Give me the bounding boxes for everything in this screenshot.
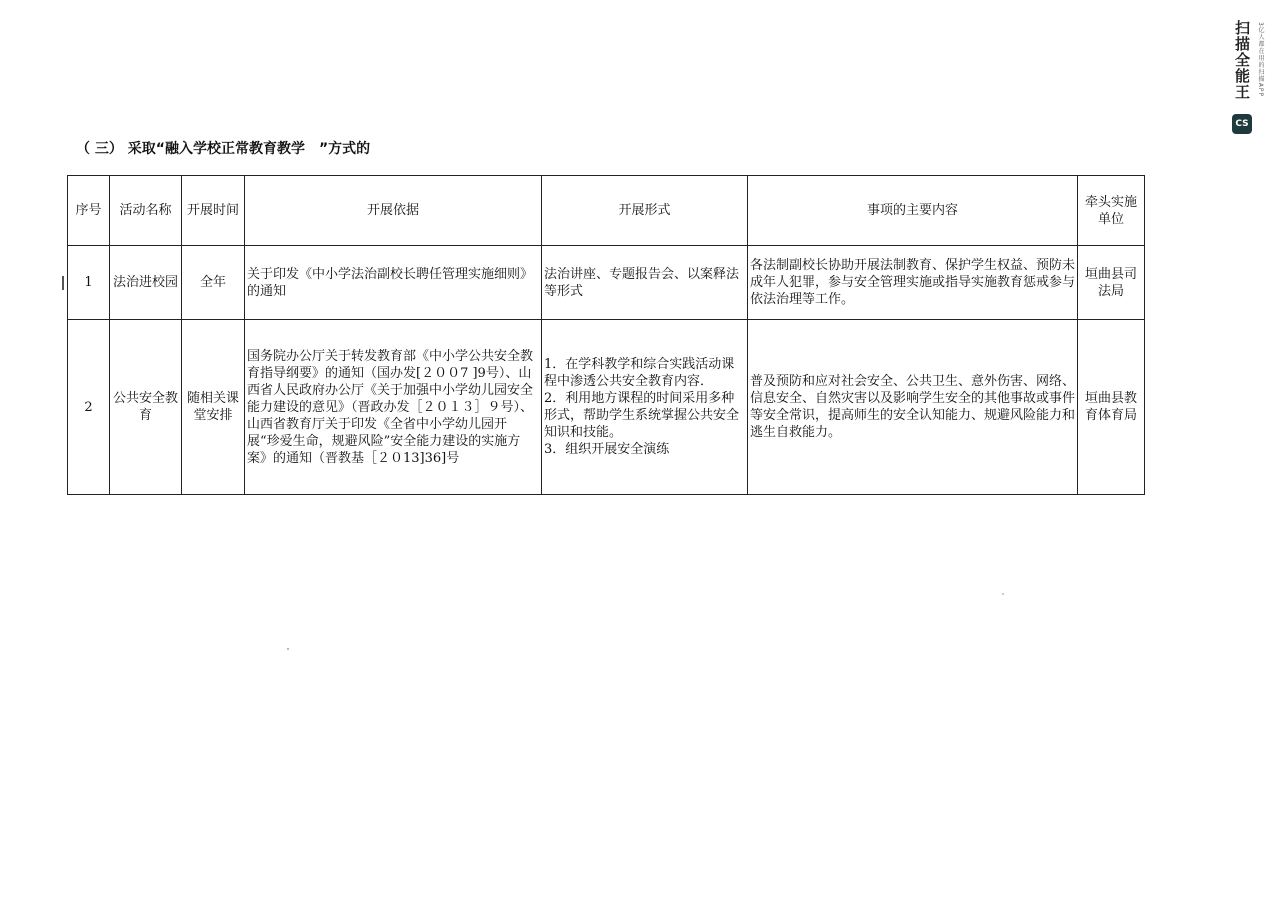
scan-artifact-dot — [1002, 593, 1004, 595]
form-item: 2．利用地方课程的时间采用多种形式，帮助学生系统掌握公共安全知识和技能。 — [544, 391, 740, 440]
table-row — [68, 320, 1145, 495]
header-no: 序号 — [68, 176, 110, 246]
cell-form — [542, 320, 748, 495]
watermark-title: 扫描全能王 — [1233, 20, 1251, 100]
camscanner-logo-icon: CS — [1232, 114, 1252, 134]
cell-form — [542, 246, 748, 320]
cell-time: 全年 — [182, 246, 245, 320]
header-time: 开展时间 — [182, 176, 245, 246]
cell-no: 2 — [68, 320, 110, 495]
form-item: 3．组织开展安全演练 — [544, 442, 670, 457]
scan-artifact-dot — [287, 648, 289, 650]
cell-content: 各法制副校长协助开展法制教育、保护学生权益、预防未成年人犯罪，参与安全管理实施或指导实施教育惩戒参与依法治理等工作。 — [748, 246, 1078, 320]
cell-time: 随相关课堂安排 — [182, 320, 245, 495]
section-heading: （ 三） 采取“融入学校正常教育教学 ”方式的 — [76, 141, 371, 157]
scanner-watermark — [1226, 18, 1274, 130]
header-unit: 牵头实施单位 — [1078, 176, 1145, 246]
cell-basis: 关于印发《中小学法治副校长聘任管理实施细则》的通知 — [245, 246, 542, 320]
header-form: 开展形式 — [542, 176, 748, 246]
cell-unit: 垣曲县教育体育局 — [1078, 320, 1145, 495]
header-content: 事项的主要内容 — [748, 176, 1078, 246]
form-item: 法治讲座、专题报告会、以案释法等形式 — [544, 266, 740, 299]
scan-artifact-mark — [62, 276, 64, 290]
header-basis: 开展依据 — [245, 176, 542, 246]
activity-table — [67, 175, 1145, 495]
cell-activity-name: 公共安全教育 — [110, 320, 182, 495]
header-activity-name: 活动名称 — [110, 176, 182, 246]
cell-unit: 垣曲县司法局 — [1078, 246, 1145, 320]
form-item: 1．在学科教学和综合实践活动课程中渗透公共安全教育内容． — [544, 357, 735, 389]
cell-activity-name: 法治进校园 — [110, 246, 182, 320]
table-row — [68, 246, 1145, 320]
cell-no: 1 — [68, 246, 110, 320]
table-header-row — [68, 176, 1145, 246]
watermark-subtitle: 3亿人都在用的扫描APP — [1257, 22, 1264, 98]
cell-content: 普及预防和应对社会安全、公共卫生、意外伤害、网络、信息安全、自然灾害以及影响学生安全的其他事故或事件等安全常识，提高师生的安全认知能力、规避风险能力和逃生自救能力。 — [748, 320, 1078, 495]
cell-basis: 国务院办公厅关于转发教育部《中小学公共安全教育指导纲要》的通知（国办发[２００7 ]9号）、山西省人民政府办公厅《关于加强中小学幼儿园安全能力建设的意见》（晋政办发［２０１３］９号）、山西省教育厅关于印发《全省中小学幼儿园开展“珍爱生命，规避风险”安全能力建设的实施方案》的通知（晋教基［２０13]36]号 — [245, 320, 542, 495]
